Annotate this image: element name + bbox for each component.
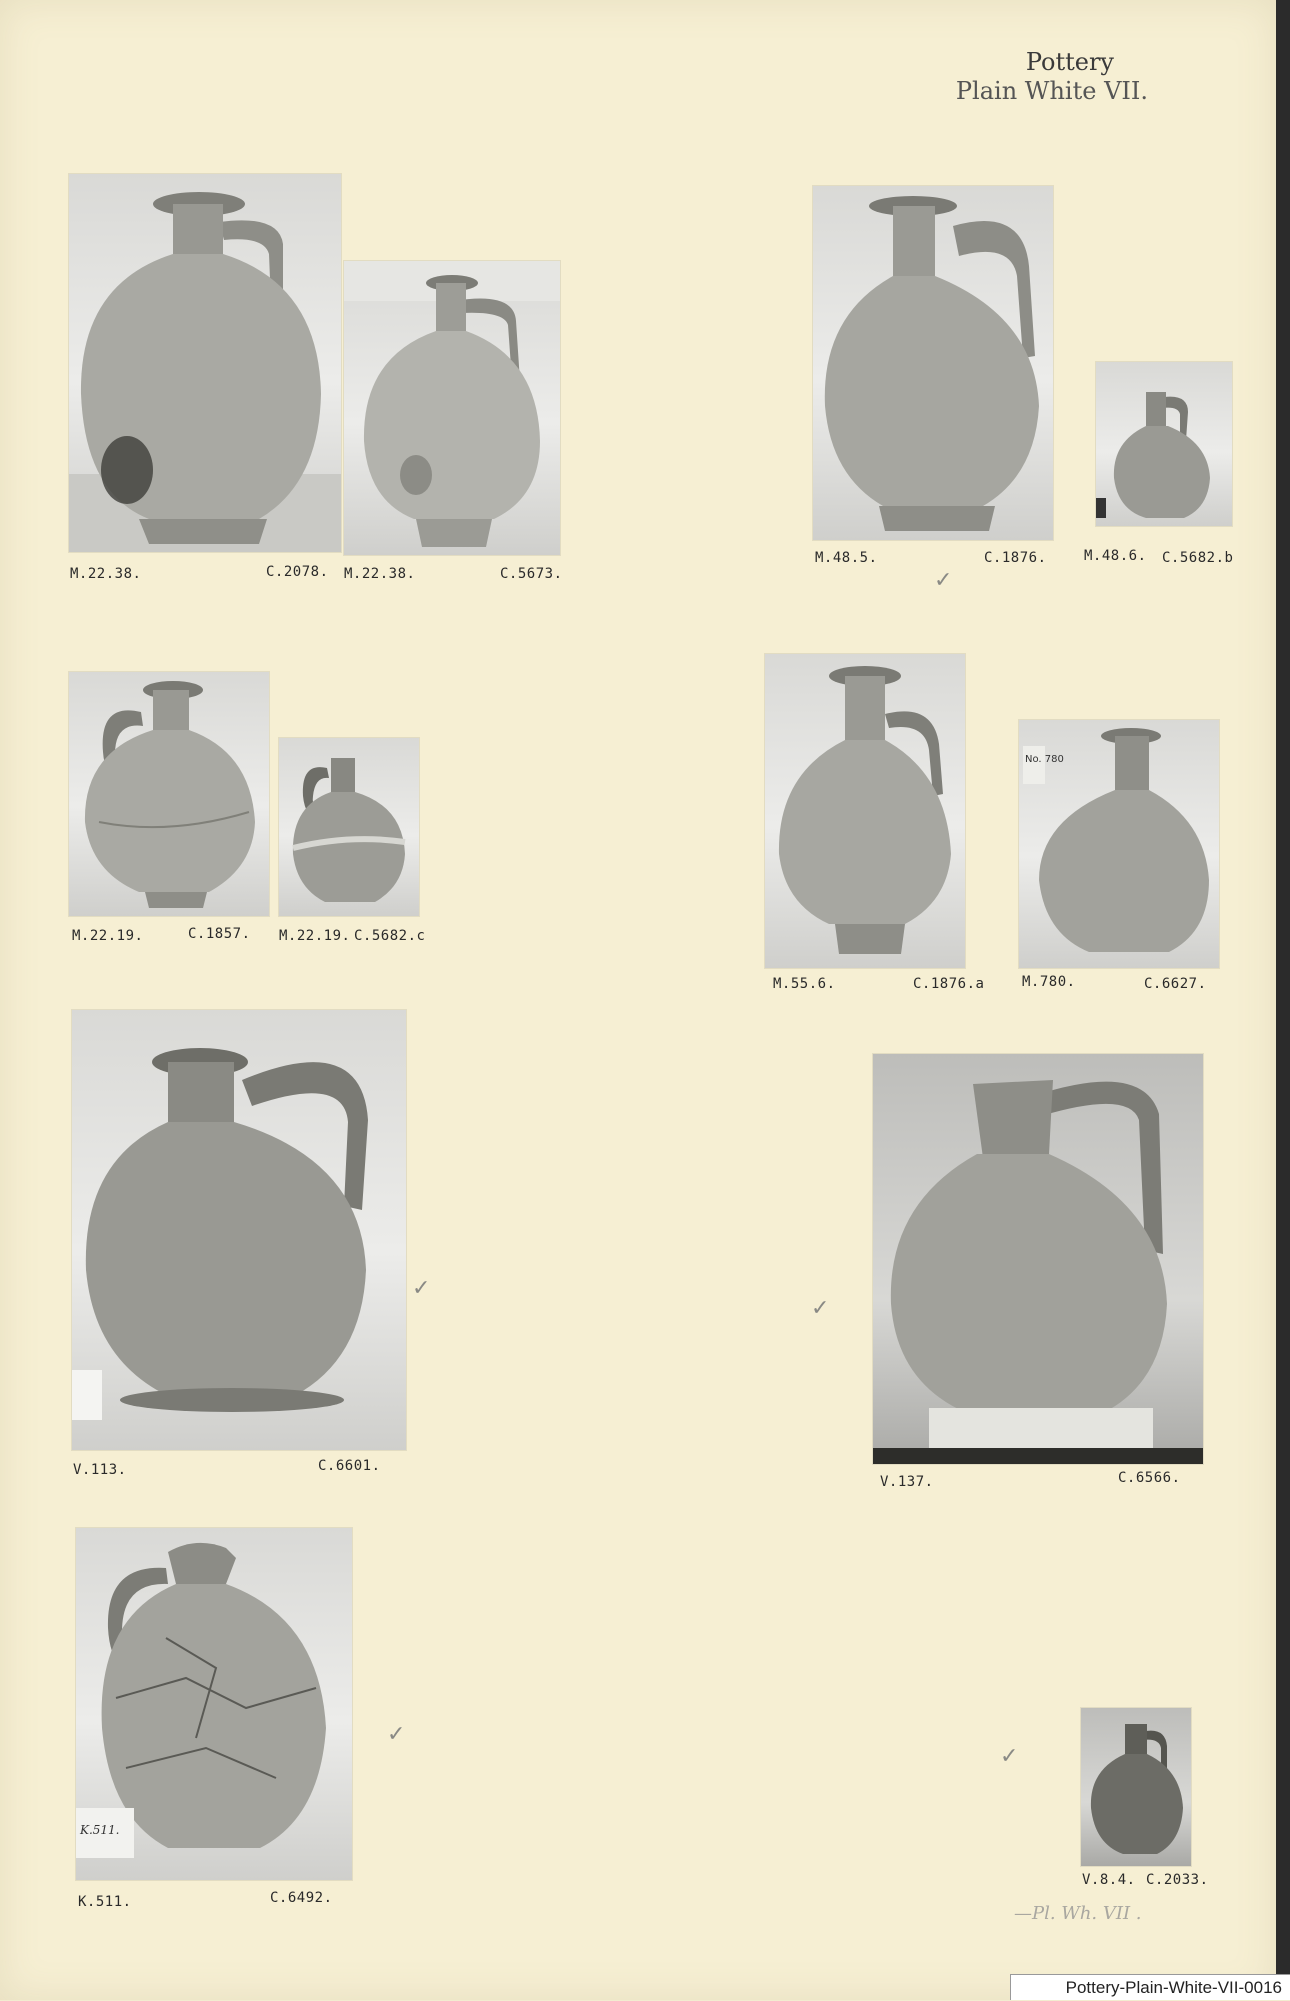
catalog-label: V.137. bbox=[880, 1474, 934, 1490]
page-edge-border bbox=[1276, 0, 1290, 2000]
catalog-label: M.22.19. bbox=[72, 928, 144, 944]
jug-image bbox=[1019, 720, 1219, 968]
jug-image bbox=[279, 738, 419, 916]
inset-note: K.511. bbox=[80, 1823, 120, 1837]
photo-jug-k-511-c-6492 bbox=[76, 1528, 352, 1880]
check-mark: ✓ bbox=[934, 568, 953, 593]
catalog-label: C.6566. bbox=[1118, 1470, 1181, 1486]
photo-jug-m-48-6-c-5682b bbox=[1096, 362, 1232, 526]
jug-image bbox=[873, 1054, 1203, 1464]
catalog-label: C.6601. bbox=[318, 1458, 381, 1474]
header-title: Pottery bbox=[1025, 48, 1114, 76]
jug-image bbox=[72, 1010, 406, 1450]
catalog-label: M.55.6. bbox=[773, 976, 836, 992]
catalog-label: C.2078. bbox=[266, 564, 329, 580]
photo-jug-v-113-c-6601 bbox=[72, 1010, 406, 1450]
check-mark: ✓ bbox=[412, 1276, 431, 1301]
photo-jug-m-55-6-c-1876a bbox=[765, 654, 965, 968]
catalog-label: C.1876. bbox=[984, 550, 1047, 566]
photo-jug-m-22-19-c-1857 bbox=[69, 672, 269, 916]
photo-jug-m-22-38-c-2078 bbox=[69, 174, 341, 552]
jug-image bbox=[69, 174, 341, 552]
catalog-label: M.22.38. bbox=[70, 566, 142, 582]
jug-image bbox=[344, 261, 560, 555]
image-caption: Pottery-Plain-White-VII-0016 bbox=[1010, 1974, 1290, 2000]
catalog-label: C.1857. bbox=[188, 926, 251, 942]
catalog-label: V.113. bbox=[73, 1462, 127, 1478]
check-mark: ✓ bbox=[811, 1296, 830, 1321]
jug-image bbox=[813, 186, 1053, 540]
catalog-label: M.780. bbox=[1022, 974, 1076, 990]
jug-image bbox=[765, 654, 965, 968]
jug-image bbox=[1081, 1708, 1191, 1866]
catalog-label: C.6492. bbox=[270, 1890, 333, 1906]
catalog-label: C.5682.b bbox=[1162, 550, 1234, 566]
catalog-label: C.5673. bbox=[500, 566, 563, 582]
check-mark: ✓ bbox=[1000, 1744, 1019, 1769]
photo-jug-m-22-19-c-5682c bbox=[279, 738, 419, 916]
photo-jug-v-137-c-6566 bbox=[873, 1054, 1203, 1464]
catalog-label: M.22.19. bbox=[279, 928, 351, 944]
jug-image bbox=[69, 672, 269, 916]
catalog-label: V.8.4. bbox=[1082, 1872, 1136, 1888]
page-header bbox=[956, 48, 1148, 106]
pencil-note: —Pl. Wh. VII . bbox=[1014, 1903, 1142, 1924]
photo-jug-m-48-5-c-1876 bbox=[813, 186, 1053, 540]
catalog-label: M.22.38. bbox=[344, 566, 416, 582]
photo-jug-m-780-c-6627 bbox=[1019, 720, 1219, 968]
jug-image bbox=[1096, 362, 1232, 526]
header-subtitle: Plain White VII. bbox=[955, 77, 1148, 105]
jug-image bbox=[76, 1528, 352, 1880]
catalog-label: C.6627. bbox=[1144, 976, 1207, 992]
catalog-label: M.48.5. bbox=[815, 550, 878, 566]
catalog-label: C.2033. bbox=[1146, 1872, 1209, 1888]
catalog-label: C.1876.a bbox=[913, 976, 985, 992]
check-mark: ✓ bbox=[387, 1722, 406, 1747]
photo-jug-v-8-4-c-2033 bbox=[1081, 1708, 1191, 1866]
photo-jug-m-22-38-c-5673 bbox=[344, 261, 560, 555]
catalog-label: C.5682.c bbox=[354, 928, 426, 944]
catalog-label: M.48.6. bbox=[1084, 548, 1147, 564]
inset-note: No. 780 bbox=[1025, 754, 1064, 765]
catalog-label: K.511. bbox=[78, 1894, 132, 1910]
